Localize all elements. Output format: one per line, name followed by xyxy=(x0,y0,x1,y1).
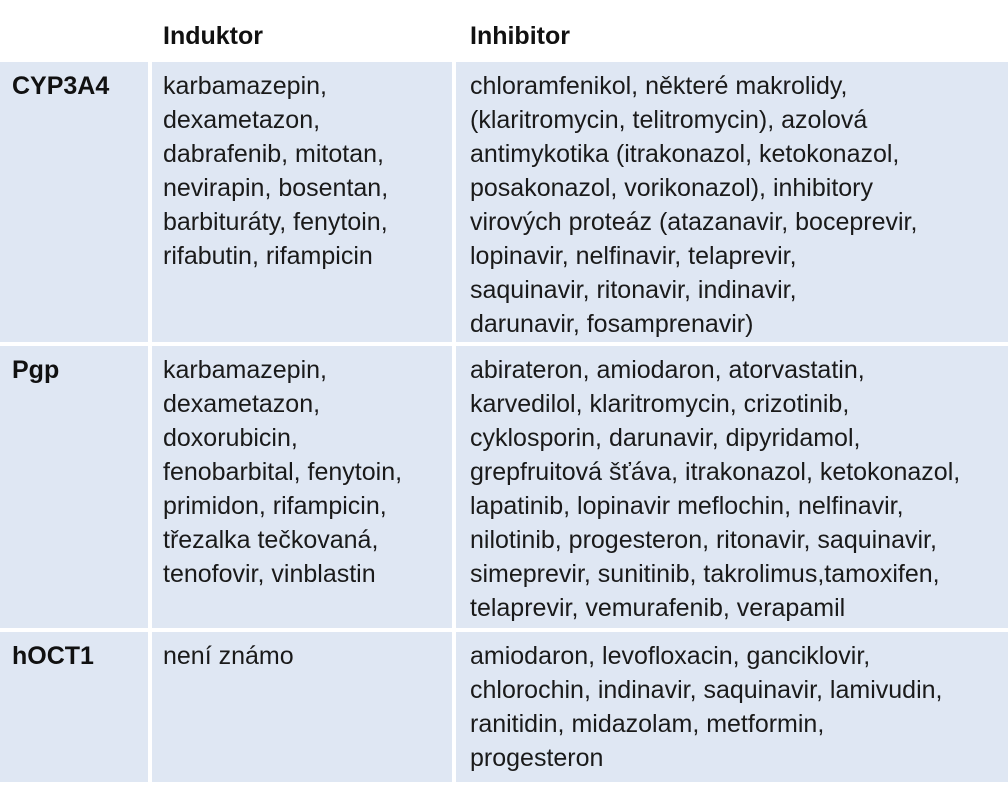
inhibitor-line: abirateron, amiodaron, atorvastatin, xyxy=(470,356,865,384)
inhibitor-line: chlorochin, indinavir, saquinavir, lamivudin, xyxy=(470,676,943,704)
inductor-line: karbamazepin, xyxy=(163,356,327,384)
inhibitor-line: lapatinib, lopinavir meflochin, nelfinavir, xyxy=(470,492,904,520)
inductor-line: dexametazon, xyxy=(163,106,321,134)
inductor-line: nevirapin, bosentan, xyxy=(163,174,389,202)
table-row-pgp xyxy=(0,346,1008,628)
inhibitor-line: karvedilol, klaritromycin, crizotinib, xyxy=(470,390,850,418)
row-label: Pgp xyxy=(0,346,148,628)
header-inhibitor: Inhibitor xyxy=(470,22,570,50)
inductor-line: barbituráty, fenytoin, xyxy=(163,208,388,236)
inductor-cell xyxy=(152,346,452,628)
inhibitor-cell xyxy=(456,62,1008,342)
inductor-line: fenobarbital, fenytoin, xyxy=(163,458,403,486)
inhibitor-line: telaprevir, vemurafenib, verapamil xyxy=(470,594,846,622)
table-row-cyp3a4 xyxy=(0,62,1008,342)
header-inductor: Induktor xyxy=(163,22,263,50)
inductor-line: tenofovir, vinblastin xyxy=(163,560,376,588)
inductor-cell xyxy=(152,62,452,342)
inhibitor-line: amiodaron, levofloxacin, ganciklovir, xyxy=(470,642,871,670)
inductor-line: rifabutin, rifampicin xyxy=(163,242,373,270)
inhibitor-line: ranitidin, midazolam, metformin, xyxy=(470,710,825,738)
inductor-line: dabrafenib, mitotan, xyxy=(163,140,384,168)
inductor-cell xyxy=(152,632,452,782)
inhibitor-line: posakonazol, vorikonazol), inhibitory xyxy=(470,174,873,202)
inductor-line: dexametazon, xyxy=(163,390,321,418)
row-label: CYP3A4 xyxy=(0,62,148,342)
inductor-line: třezalka tečkovaná, xyxy=(163,526,379,554)
inhibitor-line: progesteron xyxy=(470,744,604,772)
inductor-line: není známo xyxy=(163,642,294,670)
inductor-line: primidon, rifampicin, xyxy=(163,492,387,520)
inhibitor-line: darunavir, fosamprenavir) xyxy=(470,310,754,338)
inhibitor-line: grepfruitová šťáva, itrakonazol, ketokonazol, xyxy=(470,458,961,486)
inhibitor-line: saquinavir, ritonavir, indinavir, xyxy=(470,276,797,304)
table-row-hoct1 xyxy=(0,632,1008,782)
inhibitor-cell xyxy=(456,632,1008,782)
inhibitor-line: virových proteáz (atazanavir, boceprevir, xyxy=(470,208,918,236)
inhibitor-line: nilotinib, progesteron, ritonavir, saquinavir, xyxy=(470,526,937,554)
inductor-line: karbamazepin, xyxy=(163,72,327,100)
inhibitor-cell xyxy=(456,346,1008,628)
row-label: hOCT1 xyxy=(0,632,148,782)
inhibitor-line: lopinavir, nelfinavir, telaprevir, xyxy=(470,242,797,270)
inductor-line: doxorubicin, xyxy=(163,424,298,452)
inhibitor-line: antimykotika (itrakonazol, ketokonazol, xyxy=(470,140,900,168)
inhibitor-line: chloramfenikol, některé makrolidy, xyxy=(470,72,848,100)
inhibitor-line: (klaritromycin, telitromycin), azolová xyxy=(470,106,868,134)
table-header-row xyxy=(0,0,1008,60)
inhibitor-line: simeprevir, sunitinib, takrolimus,tamoxifen, xyxy=(470,560,940,588)
inhibitor-line: cyklosporin, darunavir, dipyridamol, xyxy=(470,424,861,452)
